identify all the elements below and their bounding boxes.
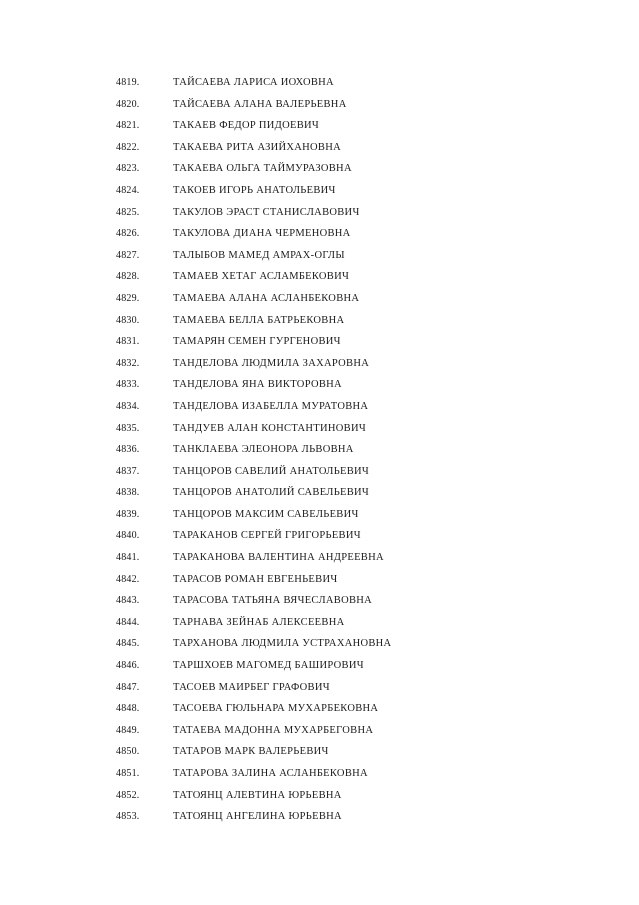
entry-name: ТАНДУЕВ АЛАН КОНСТАНТИНОВИЧ <box>173 422 366 434</box>
entry-number: 4821. <box>116 120 140 132</box>
entry-number: 4819. <box>116 77 140 88</box>
entry-name: ТАНЦОРОВ АНАТОЛИЙ САВЕЛЬЕВИЧ <box>173 487 370 499</box>
list-item <box>0 741 639 763</box>
list-item <box>0 72 639 94</box>
list-item <box>0 115 639 137</box>
entry-number: 4827. <box>116 249 140 261</box>
entry-name: ТАКАЕВА РИТА АЗИЙХАНОВНА <box>173 141 341 153</box>
entry-number: 4851. <box>116 768 140 779</box>
entry-name: ТАНЦОРОВ САВЕЛИЙ АНАТОЛЬЕВИЧ <box>173 465 370 477</box>
entry-name: ТАКУЛОВА ДИАНА ЧЕРМЕНОВНА <box>173 228 351 240</box>
name-list <box>0 72 639 828</box>
list-item <box>0 158 639 180</box>
entry-name: ТАМАРЯН СЕМЕН ГУРГЕНОВИЧ <box>173 336 341 348</box>
entry-number: 4823. <box>116 163 140 175</box>
list-item <box>0 569 639 591</box>
entry-number: 4846. <box>116 660 140 672</box>
entry-number: 4837. <box>116 465 140 477</box>
list-item <box>0 655 639 677</box>
entry-number: 4845. <box>116 638 140 650</box>
list-item <box>0 763 639 785</box>
list-item <box>0 396 639 418</box>
entry-number: 4843. <box>116 595 140 607</box>
list-item <box>0 202 639 224</box>
list-item <box>0 633 639 655</box>
entry-number: 4830. <box>116 314 140 326</box>
entry-number: 4832. <box>116 357 140 369</box>
list-item <box>0 720 639 742</box>
entry-number: 4840. <box>116 530 140 542</box>
list-item <box>0 677 639 699</box>
entry-number: 4829. <box>116 292 140 304</box>
entry-number: 4842. <box>116 573 140 585</box>
entry-number: 4824. <box>116 184 140 196</box>
entry-number: 4825. <box>116 206 140 218</box>
entry-number: 4835. <box>116 422 140 434</box>
entry-name: ТАНЦОРОВ МАКСИМ САВЕЛЬЕВИЧ <box>173 508 359 520</box>
entry-name: ТАНДЕЛОВА ЯНА ВИКТОРОВНА <box>173 379 342 391</box>
entry-name: ТАКОЕВ ИГОРЬ АНАТОЛЬЕВИЧ <box>173 184 336 196</box>
entry-number: 4848. <box>116 703 140 715</box>
entry-name: ТАНДЕЛОВА ЛЮДМИЛА ЗАХАРОВНА <box>173 357 370 369</box>
list-item <box>0 310 639 332</box>
list-item <box>0 223 639 245</box>
list-item <box>0 525 639 547</box>
entry-name: ТАМАЕВА АЛАНА АСЛАНБЕКОВНА <box>173 292 360 304</box>
list-item <box>0 590 639 612</box>
list-item <box>0 288 639 310</box>
entry-number: 4853. <box>116 811 140 823</box>
entry-name: ТАРШХОЕВ МАГОМЕД БАШИРОВИЧ <box>173 660 364 672</box>
entry-number: 4852. <box>116 789 140 801</box>
entry-number: 4834. <box>116 400 140 412</box>
entry-number: 4828. <box>116 271 140 283</box>
entry-name: ТАКАЕВ ФЕДОР ПИДОЕВИЧ <box>173 120 320 132</box>
entry-number: 4826. <box>116 228 140 240</box>
list-item <box>0 461 639 483</box>
entry-number: 4831. <box>116 336 140 348</box>
list-item <box>0 806 639 828</box>
list-item <box>0 137 639 159</box>
entry-number: 4850. <box>116 746 140 758</box>
entry-number: 4822. <box>116 141 140 153</box>
entry-name: ТАЙСАЕВА ЛАРИСА ИОХОВНА <box>173 77 334 88</box>
entry-name: ТАРАСОВ РОМАН ЕВГЕНЬЕВИЧ <box>173 573 338 585</box>
entry-name: ТАМАЕВА БЕЛЛА БАТРЬЕКОВНА <box>173 314 345 326</box>
entry-name: ТАЙСАЕВА АЛАНА ВАЛЕРЬЕВНА <box>173 98 347 110</box>
entry-name: ТАРАСОВА ТАТЬЯНА ВЯЧЕСЛАВОВНА <box>173 595 373 607</box>
entry-name: ТАНДЕЛОВА ИЗАБЕЛЛА МУРАТОВНА <box>173 400 369 412</box>
entry-name: ТАЛЫБОВ МАМЕД АМРАХ-ОГЛЫ <box>173 249 345 261</box>
entry-number: 4849. <box>116 724 140 736</box>
entry-name: ТАКАЕВА ОЛЬГА ТАЙМУРАЗОВНА <box>173 163 352 175</box>
list-item <box>0 245 639 267</box>
entry-number: 4839. <box>116 508 140 520</box>
entry-number: 4836. <box>116 444 140 456</box>
list-item <box>0 698 639 720</box>
entry-number: 4844. <box>116 616 140 628</box>
entry-number: 4820. <box>116 98 140 110</box>
list-item <box>0 547 639 569</box>
list-item <box>0 353 639 375</box>
list-item <box>0 612 639 634</box>
entry-number: 4838. <box>116 487 140 499</box>
list-item <box>0 482 639 504</box>
entry-name: ТАТОЯНЦ АЛЕВТИНА ЮРЬЕВНА <box>173 789 342 801</box>
entry-name: ТАТАЕВА МАДОННА МУХАРБЕГОВНА <box>173 724 374 736</box>
entry-name: ТАТОЯНЦ АНГЕЛИНА ЮРЬЕВНА <box>173 811 342 823</box>
entry-name: ТАРАКАНОВА ВАЛЕНТИНА АНДРЕЕВНА <box>173 552 384 564</box>
entry-name: ТАКУЛОВ ЭРАСТ СТАНИСЛАВОВИЧ <box>173 206 360 218</box>
entry-number: 4847. <box>116 681 140 693</box>
list-item <box>0 418 639 440</box>
list-item <box>0 180 639 202</box>
list-item <box>0 504 639 526</box>
entry-number: 4833. <box>116 379 140 391</box>
entry-name: ТАРХАНОВА ЛЮДМИЛА УСТРАХАНОВНА <box>173 638 392 650</box>
entry-name: ТАРАКАНОВ СЕРГЕЙ ГРИГОРЬЕВИЧ <box>173 530 361 542</box>
entry-name: ТАТАРОВА ЗАЛИНА АСЛАНБЕКОВНА <box>173 768 368 779</box>
entry-name: ТАРНАВА ЗЕЙНАБ АЛЕКСЕЕВНА <box>173 616 345 628</box>
entry-name: ТАСОЕВ МАИРБЕГ ГРАФОВИЧ <box>173 681 330 693</box>
list-item <box>0 374 639 396</box>
list-item <box>0 785 639 807</box>
entry-name: ТАСОЕВА ГЮЛЬНАРА МУХАРБЕКОВНА <box>173 703 379 715</box>
list-item <box>0 439 639 461</box>
list-item <box>0 266 639 288</box>
entry-name: ТАНКЛАЕВА ЭЛЕОНОРА ЛЬВОВНА <box>173 444 354 456</box>
list-item <box>0 94 639 116</box>
entry-name: ТАТАРОВ МАРК ВАЛЕРЬЕВИЧ <box>173 746 329 758</box>
entry-number: 4841. <box>116 552 140 564</box>
entry-name: ТАМАЕВ ХЕТАГ АСЛАМБЕКОВИЧ <box>173 271 350 283</box>
list-item <box>0 331 639 353</box>
